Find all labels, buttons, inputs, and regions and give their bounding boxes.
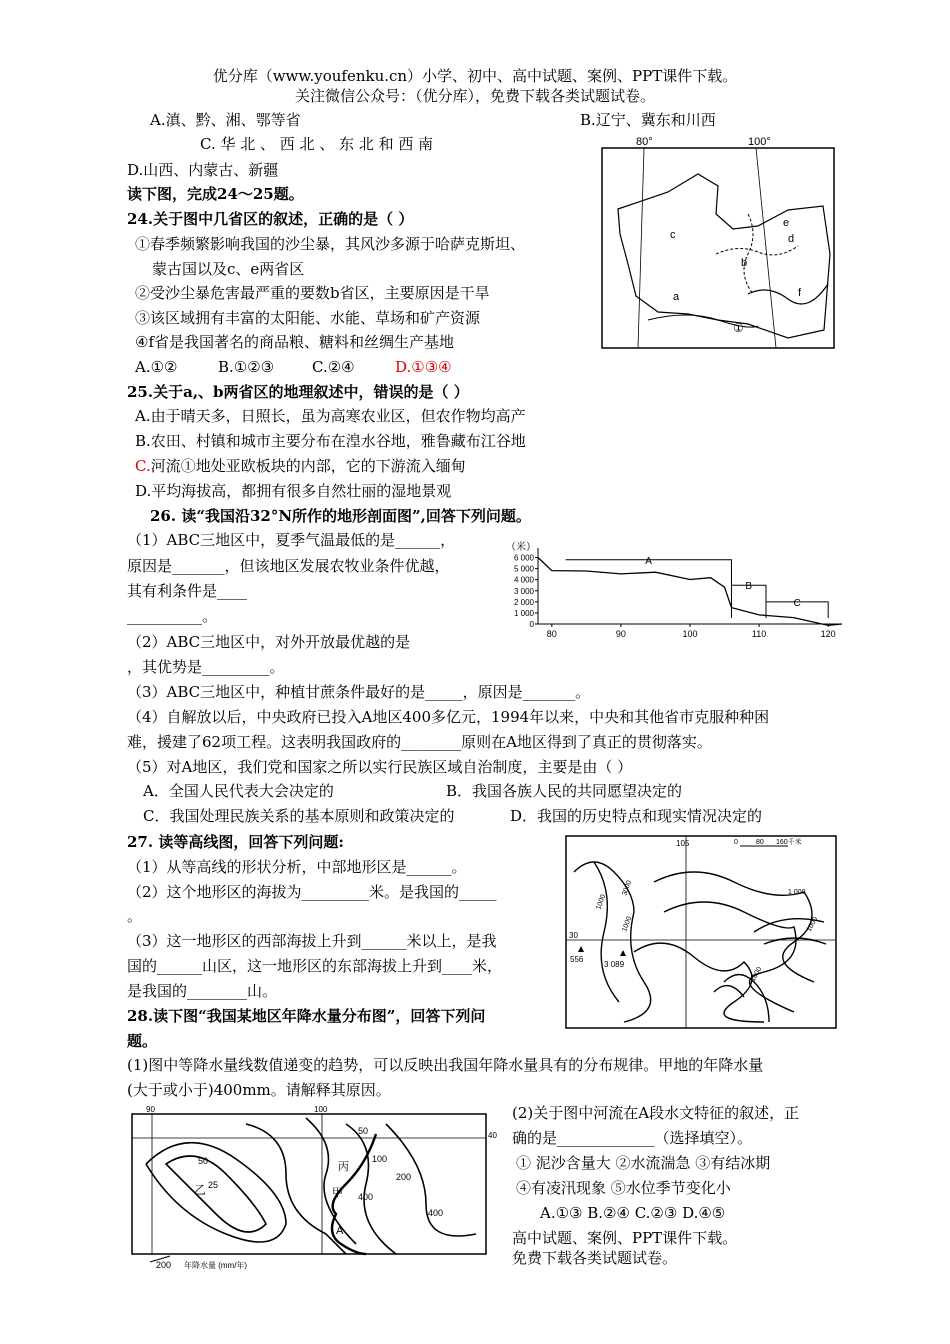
q27-part-3a: （3）这一地形区的西部海拔上升到______米以上，是我 <box>127 932 497 950</box>
prev-option-a: A.滇、黔、湘、鄂等省 <box>150 111 301 129</box>
q25-title: 25.关于a,、b两省区的地理叙述中，错误的是（ ） <box>127 383 469 401</box>
chart-y-label: （米） <box>506 542 536 553</box>
q27-title: 27. 读等高线图，回答下列问题: <box>127 833 344 851</box>
chart-y-tick-label: 3 000 <box>513 586 534 596</box>
q26-part-1b: 原因是_______，但该地区发展农牧业条件优越， <box>127 557 450 575</box>
map2-contour <box>664 902 796 1012</box>
map1-label-f: f <box>798 287 802 299</box>
chart-region-label: C <box>793 597 801 609</box>
q28-part-2a: (2)关于图中河流在A段水文特征的叙述，正 <box>512 1104 800 1122</box>
map2-scale-0: 0 <box>734 839 738 846</box>
q26-option-a: A．全国人民代表大会决定的 <box>143 782 334 800</box>
map3-iso-50b: 50 <box>358 1126 369 1136</box>
q24-statement-3: ③该区域拥有丰富的太阳能、水能、草场和矿产资源 <box>135 309 481 327</box>
chart-y-tick-label: 4 000 <box>513 575 534 585</box>
header-line-1: 优分库（www.youfenku.cn）小学、初中、高中试题、案例、PPT课件下载。 <box>212 67 738 85</box>
map2-contour <box>634 943 764 1022</box>
map2-contour-label: 3000 <box>621 879 634 897</box>
terrain-profile-chart <box>496 538 852 642</box>
chart-region-bracket <box>566 560 732 618</box>
q28-part-2b: 确的是_____________（选择填空）。 <box>512 1129 753 1147</box>
map2-spot-3089: 3 089 <box>604 960 625 969</box>
chart-y-tick-label: 6 000 <box>513 553 534 563</box>
chart-y-tick-label: 1 000 <box>513 608 534 618</box>
q27-part-3b: 国的______山区，这一地形区的东部海拔上升到____米， <box>127 957 503 975</box>
q27-part-2a: （2）这个地形区的海拔为_________米。是我国的_____ <box>127 883 497 901</box>
q28-part-2c: ① 泥沙含量大 ②水流湍急 ③有结冰期 <box>516 1154 771 1172</box>
map3-place-a: A <box>336 1225 344 1237</box>
map2-contour-label: 1000 <box>595 893 608 911</box>
map3-iso-400a: 400 <box>358 1192 374 1202</box>
map2-contour-label: 1000 <box>621 915 634 933</box>
map3-lon-100: 100 <box>314 1105 328 1114</box>
q25-option-c-letter: C. <box>135 457 151 475</box>
map3-place-bing: 丙 <box>338 1161 349 1173</box>
q25-option-a: A.由于晴天多，日照长，虽为高寒农业区，但农作物均高产 <box>135 407 526 425</box>
chart-x-tick-label: 80 <box>546 629 557 639</box>
q26-option-b: B．我国各族人民的共同愿望决定的 <box>446 782 683 800</box>
profile-series-line <box>538 555 842 626</box>
q25-option-b: B.农田、村镇和城市主要分布在湟水谷地，雅鲁藏布江谷地 <box>135 432 526 450</box>
map1-river <box>748 284 828 304</box>
q25-option-c-text: 河流①地处亚欧板块的内部，它的下游流入缅甸 <box>150 457 466 475</box>
prev-option-b: B.辽宁、冀东和川西 <box>580 111 716 129</box>
chart-x-tick-label: 110 <box>751 629 767 639</box>
map3-lon-90: 90 <box>146 1105 155 1114</box>
map2-contour-label: 1000 <box>805 916 820 933</box>
map3-place-yi: 乙 <box>194 1183 207 1197</box>
map2-scale-80: 80 <box>756 839 764 846</box>
chart-x-tick-label: 100 <box>682 629 698 639</box>
map1-border <box>618 174 830 338</box>
map2-lon-105: 105 <box>676 839 690 848</box>
map1-label-e: e <box>783 217 790 229</box>
map1-label-a: a <box>673 291 680 303</box>
map3-iso-100: 100 <box>372 1154 388 1164</box>
q24-title: 24.关于图中几省区的叙述，正确的是（ ） <box>127 210 414 228</box>
q28-title-a: 28.读下图“我国某地区年降水量分布图”，回答下列问 <box>127 1007 486 1025</box>
q25-option-c <box>135 456 466 476</box>
map3-isohyet-50 <box>146 1143 286 1242</box>
footer-line-1: 高中试题、案例、PPT课件下载。 <box>512 1229 738 1247</box>
q24-option-c: C.②④ <box>312 358 355 376</box>
map2-contour <box>724 975 769 1023</box>
q26-option-c: C．我国处理民族关系的基本原则和政策决定的 <box>143 807 455 825</box>
chart-y-tick-label: 5 000 <box>513 564 534 574</box>
map2-contour <box>574 862 651 1022</box>
chart-region-label: B <box>745 581 753 593</box>
map1-label-b: b <box>741 257 748 269</box>
q28-options: A.①③ B.②④ C.②③ D.④⑤ <box>540 1204 726 1222</box>
prev-option-d: D.山西、内蒙古、新疆 <box>127 161 279 179</box>
map2-contour-label: 1000 <box>749 966 764 983</box>
contour-map <box>564 832 840 1032</box>
map3-isohyet-200 <box>346 1124 396 1254</box>
map1-label-c: c <box>670 229 676 241</box>
map1-meridian-100 <box>756 148 776 348</box>
map1-frame <box>602 148 834 348</box>
q27-part-1: （1）从等高线的形状分析，中部地形区是______。 <box>127 858 467 876</box>
q24-option-d: D.①③④ <box>395 358 452 376</box>
q26-part-4a: （4）自解放以后，中央政府已投入A地区400多亿元，1994年以来，中央和其他省市克服种种困 <box>127 708 770 726</box>
map1-lon-100: 100° <box>748 136 771 148</box>
q27-part-3c: 是我国的________山。 <box>127 982 278 1000</box>
map2-contour <box>714 986 744 997</box>
peak-icon <box>578 946 584 952</box>
q24-statement-1b: 蒙古国以及c、e两省区 <box>152 260 305 278</box>
map2-contour <box>594 862 619 1002</box>
q26-part-2a: （2）ABC三地区中，对外开放最优越的是 <box>127 633 411 651</box>
q26-part-4b: 难，援建了62项工程。这表明我国政府的________原则在A地区得到了真正的贯彻落实。 <box>127 733 712 751</box>
q28-part-1a: (1)图中等降水量线数值递变的趋势，可以反映出我国年降水量具有的分布规律。甲地的年降水量 <box>127 1056 764 1074</box>
map2-contour-label: 1 000 <box>788 889 806 896</box>
q24-option-a: A.①② <box>135 358 178 376</box>
q26-title: 26. 读“我国沿32°N所作的地形剖面图”,回答下列问题。 <box>150 507 531 525</box>
q26-part-1a: （1）ABC三地区中，夏季气温最低的是______， <box>127 531 456 549</box>
map1-lon-80: 80° <box>636 136 653 148</box>
map3-iso-50: 50 <box>198 1156 209 1166</box>
q26-part-1d: __________。 <box>127 607 218 625</box>
map3-iso-200: 200 <box>396 1172 412 1182</box>
chart-y-tick-label: 0 <box>529 620 534 629</box>
q26-part-3: （3）ABC三地区中，种植甘蔗条件最好的是_____，原因是_______。 <box>127 683 591 701</box>
provinces-map <box>598 134 838 352</box>
q25-option-d: D.平均海拔高，都拥有很多自然壮丽的湿地景观 <box>135 482 452 500</box>
q26-part-1c: 其有利条件是____ <box>127 582 248 600</box>
map3-iso-25: 25 <box>208 1180 219 1190</box>
map3-lat-40: 40 <box>488 1131 497 1140</box>
header-line-2: 关注微信公众号：（优分库），免费下载各类试题试卷。 <box>294 87 655 105</box>
map2-scale-160: 160千米 <box>776 839 802 846</box>
precipitation-map <box>126 1104 502 1274</box>
map2-lat-30: 30 <box>569 931 578 940</box>
map3-place-jia: 甲 <box>332 1187 343 1199</box>
q26-part-5: （5）对A地区，我们党和国家之所以实行民族区域自治制度，主要是由（ ） <box>127 758 633 776</box>
map2-spot-556: 556 <box>570 955 584 964</box>
chart-y-tick-label: 2 000 <box>513 597 534 607</box>
q28-part-1b: (大于或小于)400mm。请解释其原因。 <box>127 1081 391 1099</box>
q24-statement-2: ②受沙尘暴危害最严重的要数b省区，主要原因是干旱 <box>135 284 490 302</box>
peak-icon <box>620 950 626 956</box>
q27-part-2b: 。 <box>127 907 143 925</box>
map1-province-line <box>716 246 798 255</box>
map3-isohyet-25 <box>166 1156 266 1232</box>
chart-region-label: A <box>645 555 652 567</box>
map3-iso-400b: 400 <box>428 1208 444 1218</box>
map3-isohyet-50b <box>246 1124 346 1254</box>
chart-x-tick-label: 90 <box>615 629 626 639</box>
q24-statement-1a: ①春季频繁影响我国的沙尘暴，其风沙多源于哈萨克斯坦、 <box>135 235 526 253</box>
map3-legend-text: 年降水量 (mm/年) <box>184 1261 248 1270</box>
q28-part-2d: ④有凌汛现象 ⑤水位季节变化小 <box>516 1179 731 1197</box>
intro-24-25: 读下图，完成24～25题。 <box>127 185 304 203</box>
map1-label-d: d <box>788 233 795 245</box>
prev-option-c: C. 华 北 、 西 北 、 东 北 和 西 南 <box>200 135 434 153</box>
q24-statement-4: ④f省是我国著名的商品粮、糖料和丝绸生产基地 <box>135 333 455 351</box>
q26-part-2b: ，其优势是_________。 <box>127 658 285 676</box>
map3-legend-value: 200 <box>156 1260 172 1270</box>
map1-province-line-2 <box>744 214 753 294</box>
chart-x-tick-label: 120 <box>820 629 836 639</box>
map1-meridian-80 <box>638 148 644 348</box>
q28-title-b: 题。 <box>127 1032 158 1050</box>
map1-label-river-1: ① <box>733 321 744 335</box>
footer-line-2: 免费下载各类试题试卷。 <box>512 1249 678 1267</box>
q24-option-b: B.①②③ <box>218 358 275 376</box>
q26-option-d: D．我国的历史特点和现实情况决定的 <box>510 807 763 825</box>
